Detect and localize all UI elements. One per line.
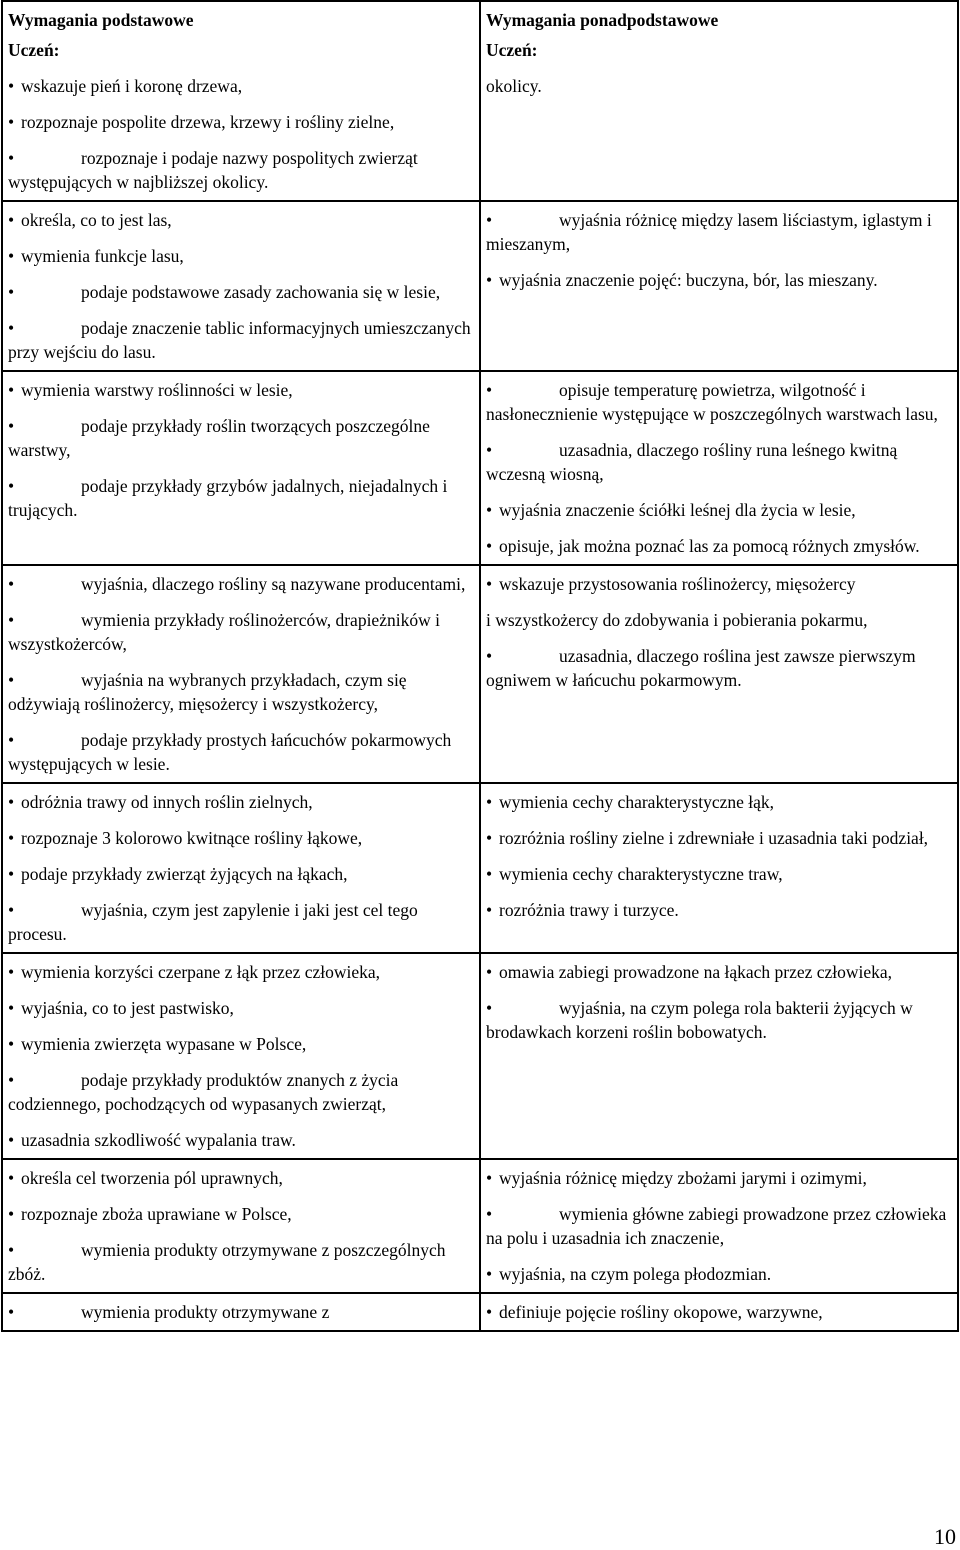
list-item — [8, 1032, 473, 1056]
list-item-text: rozróżnia rośliny zielne i zdrewniałe i uzasadnia taki podział, — [499, 828, 929, 848]
page-number: 10 — [934, 1524, 956, 1549]
list-item-text: definiuje pojęcie rośliny okopowe, warzywne, — [499, 1302, 823, 1322]
list-item-text: rozpoznaje zboża uprawiane w Polsce, — [21, 1204, 292, 1224]
bullet-icon: • — [486, 574, 493, 594]
table-row-7 — [2, 1293, 958, 1331]
basic-requirements-cell — [2, 783, 480, 953]
advanced-requirements-cell — [480, 953, 958, 1159]
list-item-text: wskazuje pień i koronę drzewa, — [21, 76, 243, 96]
list-item — [486, 268, 951, 292]
col1-title: Wymagania podstawowe — [8, 10, 194, 30]
list-item-text: podaje przykłady roślin tworzących poszczególne warstwy, — [8, 416, 430, 460]
bullet-icon: • — [8, 1240, 15, 1260]
list-item-text: podaje przykłady prostych łańcuchów pokarmowych występujących w lesie. — [8, 730, 452, 774]
list-item-text: opisuje, jak można poznać las za pomocą różnych zmysłów. — [499, 536, 920, 556]
list-item-text: wyjaśnia różnicę między lasem liściastym, iglastym i mieszanym, — [486, 210, 932, 254]
col1-student-label: Uczeń: — [8, 40, 60, 60]
list-item — [8, 1202, 473, 1226]
basic-requirements-cell — [2, 953, 480, 1159]
requirements-table-body — [2, 1, 958, 1331]
list-item — [8, 608, 473, 656]
list-item — [8, 208, 473, 232]
list-item-text: wyjaśnia, na czym polega płodozmian. — [499, 1264, 772, 1284]
table-row-3 — [2, 565, 958, 783]
list-item — [486, 498, 951, 522]
list-item-text: uzasadnia, dlaczego roślina jest zawsze pierwszym ogniwem w łańcuchu pokarmowym. — [486, 646, 916, 690]
list-item-text: odróżnia trawy od innych roślin zielnych, — [21, 792, 313, 812]
list-item — [486, 898, 951, 922]
list-item — [8, 826, 473, 850]
bullet-icon: • — [486, 962, 493, 982]
bullet-icon: • — [486, 900, 493, 920]
list-item-text: rozróżnia trawy i turzyce. — [499, 900, 679, 920]
list-item — [8, 790, 473, 814]
list-item-text: i wszystkożercy do zdobywania i pobierania pokarmu, — [486, 610, 868, 630]
list-item-text: wymienia przykłady roślinożerców, drapieżników i wszystkożerców, — [8, 610, 440, 654]
list-item — [486, 208, 951, 256]
bullet-icon: • — [8, 828, 15, 848]
list-item — [486, 826, 951, 850]
table-row-5 — [2, 953, 958, 1159]
list-item — [8, 1166, 473, 1190]
basic-requirements-cell — [2, 1, 480, 201]
list-item — [486, 1300, 951, 1324]
bullet-icon: • — [8, 282, 15, 302]
list-item-text: wyjaśnia, dlaczego rośliny są nazywane producentami, — [81, 574, 466, 594]
bullet-icon: • — [486, 646, 493, 666]
bullet-icon: • — [8, 380, 15, 400]
bullet-icon: • — [8, 962, 15, 982]
list-item — [8, 898, 473, 946]
list-item — [486, 1262, 951, 1286]
bullet-icon: • — [8, 998, 15, 1018]
list-item-text: omawia zabiegi prowadzone na łąkach przez człowieka, — [499, 962, 893, 982]
list-item — [8, 1238, 473, 1286]
bullet-icon: • — [8, 476, 15, 496]
list-item-text: rozpoznaje 3 kolorowo kwitnące rośliny łąkowe, — [21, 828, 363, 848]
bullet-icon: • — [486, 1204, 493, 1224]
list-item-text: opisuje temperaturę powietrza, wilgotność i nasłonecznienie występujące w poszczególnych warstwach lasu, — [486, 380, 938, 424]
advanced-requirements-cell — [480, 201, 958, 371]
bullet-icon: • — [8, 1204, 15, 1224]
list-item-text: wymienia zwierzęta wypasane w Polsce, — [21, 1034, 307, 1054]
bullet-icon: • — [486, 380, 493, 400]
bullet-icon: • — [486, 500, 493, 520]
bullet-icon: • — [8, 1034, 15, 1054]
table-row-4 — [2, 783, 958, 953]
list-item — [486, 644, 951, 692]
list-item — [486, 534, 951, 558]
list-item — [8, 280, 473, 304]
table-row-6 — [2, 1159, 958, 1293]
list-item — [8, 996, 473, 1020]
advanced-requirements-cell — [480, 371, 958, 565]
basic-requirements-cell — [2, 565, 480, 783]
bullet-icon: • — [486, 828, 493, 848]
list-item-text: wyjaśnia różnicę między zbożami jarymi i ozimymi, — [499, 1168, 867, 1188]
list-item — [8, 1128, 473, 1152]
basic-requirements-cell — [2, 1159, 480, 1293]
bullet-icon: • — [8, 246, 15, 266]
list-item-text: uzasadnia szkodliwość wypalania traw. — [21, 1130, 296, 1150]
list-item — [486, 608, 951, 632]
continuation-text: okolicy. — [486, 76, 542, 96]
basic-requirements-cell — [2, 1293, 480, 1331]
list-item-text: wymienia korzyści czerpane z łąk przez człowieka, — [21, 962, 381, 982]
list-item — [8, 414, 473, 462]
list-item-text: podaje przykłady produktów znanych z życia codziennego, pochodzących od wypasanych zwierząt, — [8, 1070, 399, 1114]
bullet-icon: • — [8, 1168, 15, 1188]
list-item — [486, 572, 951, 596]
list-item-text: podaje przykłady grzybów jadalnych, niejadalnych i trujących. — [8, 476, 448, 520]
list-item — [8, 1300, 473, 1324]
list-item-text: wskazuje przystosowania roślinożercy, mięsożercy — [499, 574, 856, 594]
advanced-requirements-cell — [480, 1, 958, 201]
bullet-icon: • — [8, 416, 15, 436]
list-item-text: wyjaśnia, na czym polega rola bakterii żyjących w brodawkach korzeni roślin bobowatych. — [486, 998, 913, 1042]
list-item — [8, 474, 473, 522]
list-item — [8, 378, 473, 402]
col2-title: Wymagania ponadpodstawowe — [486, 10, 719, 30]
bullet-icon: • — [486, 864, 493, 884]
list-item-text: wyjaśnia znaczenie pojęć: buczyna, bór, las mieszany. — [499, 270, 878, 290]
col2-student-label: Uczeń: — [486, 40, 538, 60]
bullet-icon: • — [8, 1302, 15, 1322]
bullet-icon: • — [486, 536, 493, 556]
list-item — [8, 244, 473, 268]
list-item-text: podaje podstawowe zasady zachowania się w lesie, — [81, 282, 441, 302]
list-item — [8, 110, 473, 134]
advanced-requirements-cell — [480, 783, 958, 953]
list-item-text: określa cel tworzenia pól uprawnych, — [21, 1168, 283, 1188]
advanced-requirements-cell — [480, 565, 958, 783]
list-item-text: wymienia produkty otrzymywane z — [81, 1302, 330, 1322]
table-row-2 — [2, 371, 958, 565]
advanced-requirements-cell — [480, 1159, 958, 1293]
list-item-text: wyjaśnia znaczenie ściółki leśnej dla życia w lesie, — [499, 500, 856, 520]
bullet-icon: • — [8, 792, 15, 812]
list-item-text: uzasadnia, dlaczego rośliny runa leśnego kwitną wczesną wiosną, — [486, 440, 898, 484]
table-row-0 — [2, 1, 958, 201]
list-item — [486, 790, 951, 814]
bullet-icon: • — [8, 112, 15, 132]
list-item-text: wyjaśnia, co to jest pastwisko, — [21, 998, 234, 1018]
list-item-text: wymienia główne zabiegi prowadzone przez człowieka na polu i uzasadnia ich znaczenie, — [486, 1204, 947, 1248]
requirements-table — [1, 0, 959, 1332]
basic-requirements-cell — [2, 201, 480, 371]
bullet-icon: • — [8, 318, 15, 338]
list-item — [8, 74, 473, 98]
list-item — [8, 572, 473, 596]
list-item-text: rozpoznaje i podaje nazwy pospolitych zwierząt występujących w najbliższej okolicy. — [8, 148, 418, 192]
bullet-icon: • — [8, 864, 15, 884]
list-item — [8, 668, 473, 716]
list-item — [486, 960, 951, 984]
bullet-icon: • — [486, 1302, 493, 1322]
list-item — [486, 1166, 951, 1190]
list-item-text: wymienia funkcje lasu, — [21, 246, 184, 266]
list-item — [8, 728, 473, 776]
bullet-icon: • — [8, 148, 15, 168]
bullet-icon: • — [486, 792, 493, 812]
advanced-requirements-cell — [480, 1293, 958, 1331]
list-item-text: wymienia produkty otrzymywane z poszczególnych zbóż. — [8, 1240, 446, 1284]
list-item-text: wyjaśnia na wybranych przykładach, czym się odżywiają roślinożercy, mięsożercy i wszystkożercy, — [8, 670, 407, 714]
bullet-icon: • — [8, 730, 15, 750]
bullet-icon: • — [8, 574, 15, 594]
list-item — [486, 378, 951, 426]
bullet-icon: • — [8, 210, 15, 230]
bullet-icon: • — [8, 76, 15, 96]
list-item — [486, 862, 951, 886]
bullet-icon: • — [8, 900, 15, 920]
list-item-text: podaje przykłady zwierząt żyjących na łąkach, — [21, 864, 348, 884]
list-item-text: wymienia cechy charakterystyczne łąk, — [499, 792, 775, 812]
bullet-icon: • — [486, 210, 493, 230]
bullet-icon: • — [486, 440, 493, 460]
bullet-icon: • — [8, 610, 15, 630]
list-item-text: rozpoznaje pospolite drzewa, krzewy i rośliny zielne, — [21, 112, 395, 132]
list-item — [8, 316, 473, 364]
list-item — [486, 438, 951, 486]
bullet-icon: • — [486, 998, 493, 1018]
basic-requirements-cell — [2, 371, 480, 565]
list-item — [8, 862, 473, 886]
list-item — [486, 996, 951, 1044]
list-item — [8, 960, 473, 984]
list-item-text: wymienia cechy charakterystyczne traw, — [499, 864, 783, 884]
list-item-text: określa, co to jest las, — [21, 210, 172, 230]
list-item — [486, 1202, 951, 1250]
list-item-text: wyjaśnia, czym jest zapylenie i jaki jest cel tego procesu. — [8, 900, 418, 944]
list-item-text: wymienia warstwy roślinności w lesie, — [21, 380, 293, 400]
list-item-text: podaje znaczenie tablic informacyjnych umieszczanych przy wejściu do lasu. — [8, 318, 471, 362]
list-item — [8, 1068, 473, 1116]
bullet-icon: • — [8, 1130, 15, 1150]
table-row-1 — [2, 201, 958, 371]
bullet-icon: • — [486, 270, 493, 290]
bullet-icon: • — [486, 1264, 493, 1284]
bullet-icon: • — [486, 1168, 493, 1188]
list-item — [8, 146, 473, 194]
bullet-icon: • — [8, 670, 15, 690]
bullet-icon: • — [8, 1070, 15, 1090]
